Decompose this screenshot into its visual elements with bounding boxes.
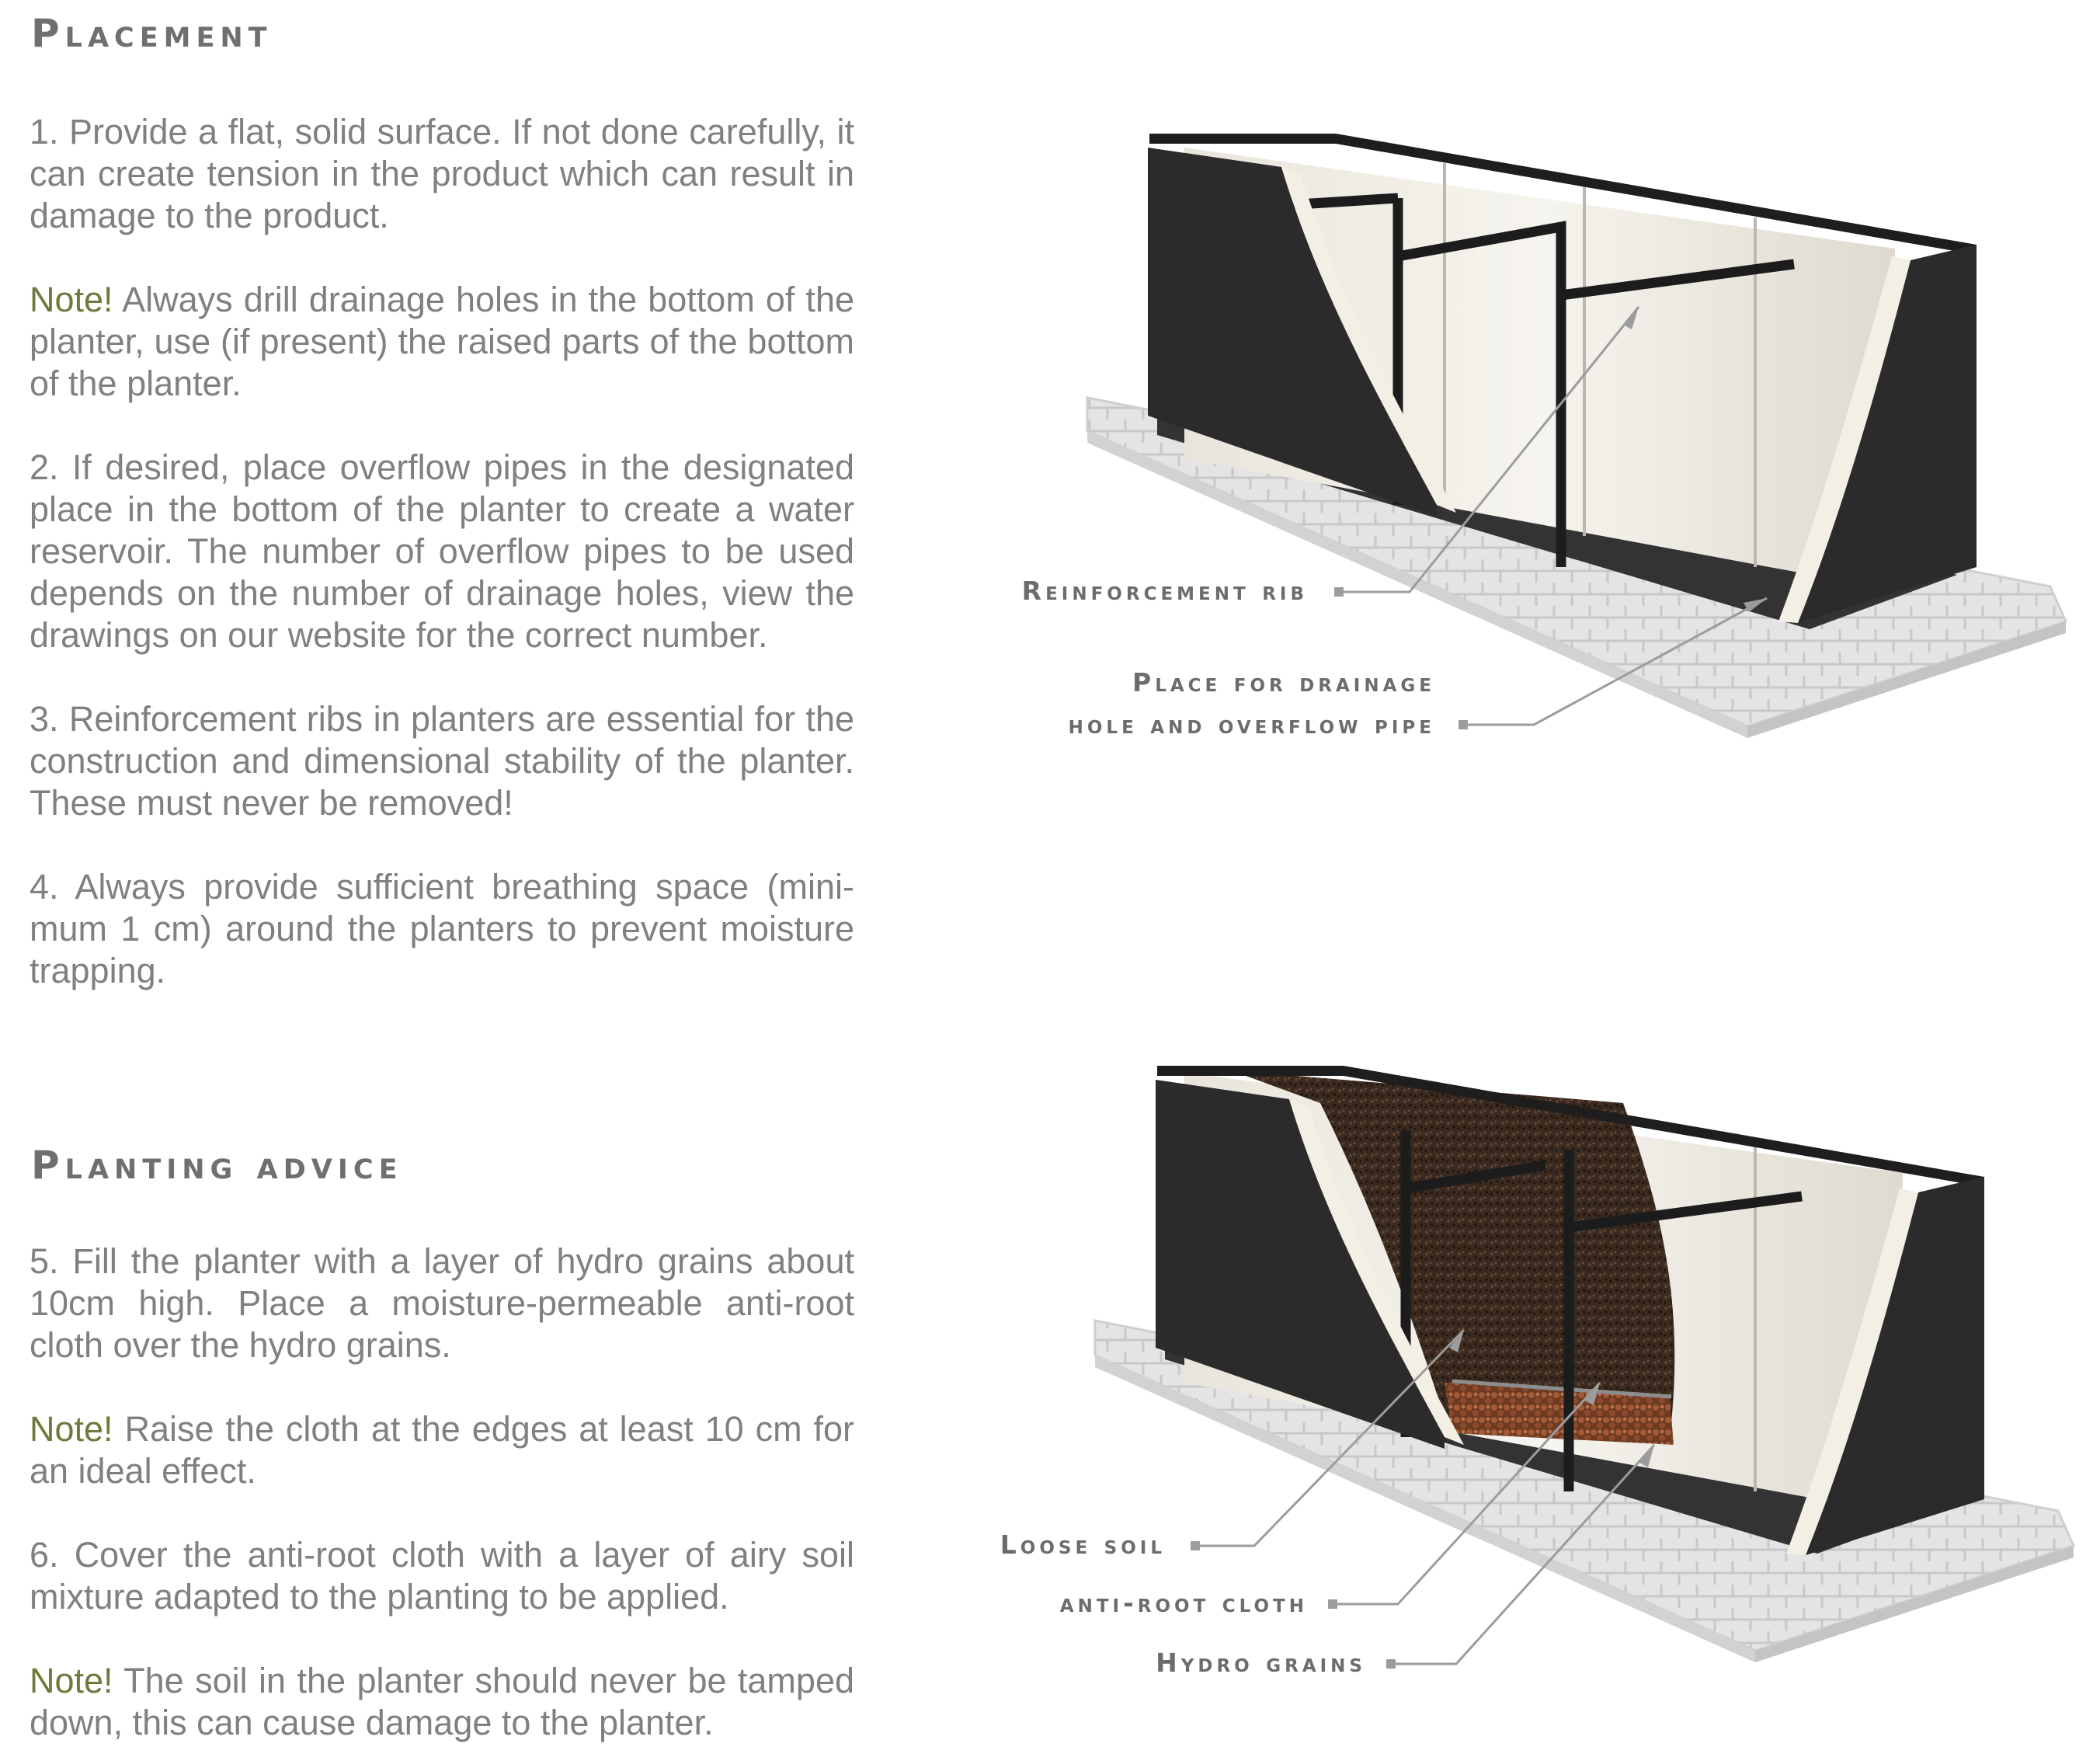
callout-marker bbox=[1386, 1659, 1396, 1669]
note-text: Raise the cloth at the edges at least 10 cm for an ideal effect. bbox=[30, 1409, 854, 1491]
note-text: The soil in the planter should never be tamped down, this can cause damage to the planter. bbox=[30, 1661, 854, 1742]
callout-marker bbox=[1328, 1599, 1337, 1609]
step-1: 1. Provide a flat, solid surface. If not done carefully, it can create tension in the product which can result in damage to the product. bbox=[30, 112, 854, 235]
label-reinforcement-rib: Reinforcement rib bbox=[1021, 576, 1308, 606]
note-label: Note! bbox=[30, 1661, 113, 1700]
callout-marker bbox=[1459, 720, 1468, 729]
label-loose-soil: Loose soil bbox=[1000, 1530, 1166, 1560]
callout-marker bbox=[1334, 587, 1344, 597]
planter-diagram-top bbox=[1087, 134, 2066, 738]
step-3: 3. Reinforcement ribs in planters are essential for the construction and dimensional stability of the planter. These must never be removed! bbox=[30, 699, 854, 823]
step-5: 5. Fill the planter with a layer of hydro grains about 10cm high. Place a moisture-permeable anti-root cloth over the hydro grains. bbox=[30, 1241, 854, 1365]
placement-heading: Placement bbox=[31, 11, 273, 56]
callout-marker bbox=[1191, 1541, 1200, 1550]
note-label: Note! bbox=[30, 1409, 113, 1449]
label-drainage-line-2: hole and overflow pipe bbox=[1068, 709, 1435, 740]
label-drainage-line-1: Place for drainage bbox=[1132, 667, 1435, 698]
label-hydro-grains: Hydro grains bbox=[1156, 1648, 1366, 1678]
step-4: 4. Always provide sufficient breathing space (mini-mum 1 cm) around the planters to prevent moisture trapping. bbox=[30, 867, 854, 990]
note-text: Always drill drainage holes in the bottom of the planter, use (if present) the raised parts of the bottom of the planter. bbox=[30, 280, 854, 403]
note-label: Note! bbox=[30, 280, 113, 319]
label-anti-root-cloth: anti-root cloth bbox=[1059, 1588, 1308, 1618]
planting-heading: Planting advice bbox=[31, 1143, 403, 1188]
planter-diagram-bottom bbox=[1095, 1066, 2074, 1669]
step-6: 6. Cover the anti-root cloth with a layer of airy soil mixture adapted to the planting to be applied. bbox=[30, 1535, 854, 1617]
step-2: 2. If desired, place overflow pipes in the designated place in the bottom of the planter to create a water reservoir. The number of overflow pipes to be used depends on the number of drainage holes, view the drawings on our website for the correct number. bbox=[30, 447, 854, 655]
